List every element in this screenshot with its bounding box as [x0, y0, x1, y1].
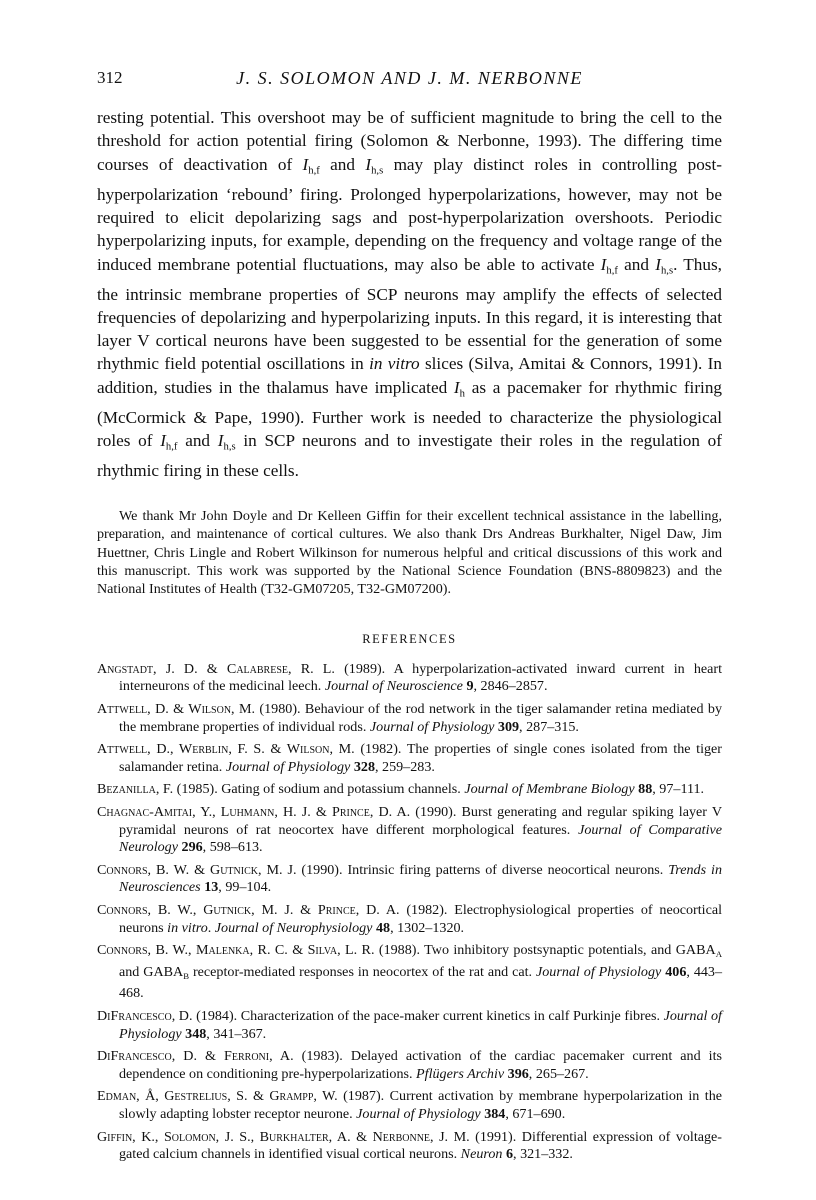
current-subscript: h,f: [606, 265, 618, 277]
current-symbol: [160, 431, 178, 453]
current-letter: I: [365, 154, 372, 174]
reference-authors: Bezanilla, F.: [97, 781, 174, 798]
current-symbol: [217, 431, 236, 453]
current-letter: I: [655, 254, 661, 274]
current-letter: I: [217, 431, 224, 451]
reference-list: [97, 661, 722, 1164]
reference-journal: Journal of Physiology: [369, 718, 495, 735]
reference-pages: , 287–315.: [519, 718, 579, 735]
reference-pages: , 265–267.: [528, 1065, 589, 1082]
reference-authors: Edman, Å, Gestrelius, S. & Grampp, W.: [97, 1088, 338, 1105]
references-heading: REFERENCES: [362, 631, 457, 646]
reference-journal: Neuron: [460, 1146, 503, 1163]
reference-text: (1988). Two inhibitory postsynaptic potentials, and GABA: [374, 942, 716, 959]
reference-italic-term: in vitro: [167, 919, 208, 936]
reference-item: [97, 1048, 722, 1083]
reference-volume: 328: [353, 758, 375, 775]
reference-item: [97, 942, 722, 1003]
reference-authors: Angstadt, J. D. & Calabrese, R. L.: [97, 660, 335, 677]
reference-volume: 48: [375, 919, 391, 936]
reference-journal: Pflügers Archiv: [416, 1065, 505, 1082]
reference-item: [97, 804, 722, 857]
reference-pages: , 97–111.: [652, 781, 705, 798]
reference-pages: , 443–468.: [119, 963, 723, 1002]
current-subscript: h,s: [223, 441, 236, 453]
reference-text: receptor-mediated responses in neocortex of the rat and cat.: [189, 963, 536, 980]
reference-pages: , 1302–1320.: [390, 919, 465, 936]
reference-volume: 384: [484, 1105, 506, 1122]
reference-volume: 296: [181, 839, 203, 856]
reference-authors: Connors, B. W. & Gutnick, M. J.: [97, 861, 297, 878]
current-subscript: h: [459, 388, 465, 400]
reference-text: (1982). The properties of single cones isolated from the tiger salamander retina.: [119, 741, 722, 775]
reference-volume: 6: [505, 1146, 514, 1163]
reference-authors: Chagnac-Amitai, Y., Luhmann, H. J. & Prince, D. A.: [97, 803, 411, 820]
current-subscript: h,s: [371, 165, 384, 177]
reference-text: and GABA: [119, 963, 184, 980]
reference-item: [97, 1088, 722, 1123]
reference-authors: Giffin, K., Solomon, J. S., Burkhalter, A. & Nerbonne, J. M.: [97, 1128, 470, 1145]
current-symbol: [600, 254, 618, 277]
reference-volume: 348: [185, 1025, 207, 1042]
reference-item: [97, 741, 722, 776]
body-paragraph: [97, 106, 722, 482]
reference-item: [97, 1129, 722, 1164]
reference-volume: 13: [204, 879, 219, 896]
page-number: 312: [97, 68, 123, 87]
reference-text: (1982). Electrophysiological properties of neocortical neurons: [119, 901, 722, 936]
reference-volume: 406: [665, 963, 687, 980]
current-symbol: [365, 154, 384, 177]
reference-item: [97, 862, 722, 897]
reference-item: [97, 701, 722, 736]
reference-text: (1989). A hyperpolarization-activated inward current in heart interneurons of the medicinal leech.: [119, 660, 723, 695]
reference-authors: Attwell, D. & Wilson, M.: [97, 700, 256, 717]
reference-journal: Journal of Neuroscience: [324, 678, 463, 695]
current-symbol: [453, 377, 465, 400]
reference-item: [97, 781, 722, 799]
reference-pages: , 2846–2857.: [473, 678, 548, 695]
reference-pages: , 598–613.: [202, 839, 263, 856]
reference-item: [97, 1008, 722, 1043]
reference-text: (1990). Intrinsic firing patterns of diverse neocortical neurons.: [296, 861, 669, 878]
reference-subscript: B: [183, 970, 190, 981]
reference-text: (1983). Delayed activation of the cardiac pacemaker current and its dependence on conditioning pre-hyperpolarizations.: [119, 1048, 723, 1082]
body-text-segment: and: [319, 154, 366, 174]
page: [97, 68, 722, 1169]
current-subscript: h,f: [308, 165, 320, 177]
reference-text: .: [207, 919, 215, 936]
reference-journal: Journal of Physiology: [356, 1105, 481, 1122]
reference-journal: Journal of Physiology: [119, 1007, 722, 1042]
reference-pages: , 259–283.: [374, 758, 435, 775]
reference-volume: 9: [466, 678, 474, 695]
reference-item: [97, 661, 722, 696]
reference-authors: Connors, B. W., Gutnick, M. J. & Prince, D. A.: [97, 901, 400, 918]
reference-pages: , 341–367.: [206, 1025, 267, 1042]
reference-journal: Journal of Physiology: [225, 758, 351, 775]
current-subscript: h,s: [660, 265, 674, 277]
current-subscript: h,f: [165, 441, 178, 453]
reference-volume: 396: [507, 1065, 529, 1082]
body-text-segment: and: [177, 431, 218, 451]
running-title: J. S. SOLOMON AND J. M. NERBONNE: [236, 68, 583, 88]
running-header: [97, 68, 722, 96]
reference-text: (1980). Behaviour of the rod network in the tiger salamander retina mediated by the membrane properties of individual rods.: [119, 700, 722, 735]
reference-pages: , 99–104.: [218, 879, 272, 896]
body-text-segment: . Thus, the intrinsic membrane properties of SCP neurons may amplify the effects of selected frequencies of depolarizing and hyperpolarizing inputs. In this regard, it is interesting that layer V cortical neurons have been suggested to be essential for the generation of some rhythmic field potential oscillations in: [97, 254, 722, 374]
body-italic-term: in vitro: [369, 354, 420, 374]
reference-volume: 309: [497, 718, 520, 735]
reference-authors: DiFrancesco, D. & Ferroni, A.: [97, 1048, 294, 1065]
reference-text: (1991). Differential expression of voltage-gated calcium channels in identified visual cortical neurons.: [119, 1128, 722, 1163]
body-text-segment: slices (Silva, Amitai & Connors, 1991). In addition, studies in the thalamus have implicated: [97, 354, 722, 397]
current-letter: I: [600, 254, 607, 274]
current-letter: I: [453, 377, 460, 397]
acknowledgements: We thank Mr John Doyle and Dr Kelleen Giffin for their excellent technical assistance in the labelling, preparation, and maintenance of cortical cultures. We also thank Drs Andreas Burkhalter, Nigel Daw, Jim Huettner, Chris Lingle and Robert Wilkinson for numerous helpful and critical discussions of this work and this manuscript. This work was supported by the National Science Foundation (BNS-8809823) and the National Institutes of Health (T32-GM07205, T32-GM07200).: [97, 508, 722, 597]
current-letter: I: [160, 431, 166, 451]
reference-pages: , 671–690.: [505, 1105, 566, 1122]
reference-authors: Connors, B. W., Malenka, R. C. & Silva, L. R.: [97, 942, 375, 959]
current-letter: I: [302, 154, 309, 174]
reference-journal: Journal of Membrane Biology: [464, 781, 635, 798]
reference-subscript: A: [715, 949, 722, 960]
reference-pages: , 321–332.: [513, 1146, 573, 1163]
body-text-segment: as a pacemaker for rhythmic firing (McCormick & Pape, 1990). Further work is needed to characterize the physiological roles of: [97, 377, 723, 451]
reference-text: (1990). Burst generating and regular spiking layer V pyramidal neurons of rat neocortex have different morphological features.: [119, 803, 722, 838]
reference-text: (1987). Current activation by membrane hyperpolarization in the slowly adapting lobster receptor neurone.: [119, 1088, 722, 1122]
reference-volume: 88: [638, 781, 653, 798]
reference-journal: Trends in Neurosciences: [119, 861, 723, 896]
body-text-segment: and: [617, 254, 656, 274]
body-text-segment: resting potential. This overshoot may be of sufficient magnitude to bring the cell to the threshold for action potential firing (Solomon & Nerbonne, 1993). The differing time courses of deactivation of: [97, 108, 722, 174]
reference-item: [97, 902, 722, 937]
reference-journal: Journal of Comparative Neurology: [119, 821, 723, 856]
reference-text: (1985). Gating of sodium and potassium channels.: [173, 781, 465, 798]
reference-journal: Journal of Neurophysiology: [214, 919, 373, 936]
body-text-segment: may play distinct roles in controlling post-hyperpolarization ‘rebound’ firing. Prolonged hyperpolarizations, however, may not be required to elicit depolarizing sags and post-hyperpolarization overshoots. Periodic hyperpolarizing inputs, for example, depending on the frequency and voltage range of the induced membrane potential fluctuations, may also be able to activate: [97, 154, 722, 274]
reference-journal: Journal of Physiology: [536, 963, 662, 980]
body-text-segment: in SCP neurons and to investigate their roles in the regulation of rhythmic firing in these cells.: [97, 431, 722, 481]
reference-text: (1984). Characterization of the pace-maker current kinetics in calf Purkinje fibres.: [192, 1007, 664, 1024]
current-symbol: [302, 154, 320, 177]
current-symbol: [655, 254, 674, 277]
reference-authors: DiFrancesco, D.: [97, 1007, 193, 1024]
reference-authors: Attwell, D., Werblin, F. S. & Wilson, M.: [97, 741, 355, 758]
